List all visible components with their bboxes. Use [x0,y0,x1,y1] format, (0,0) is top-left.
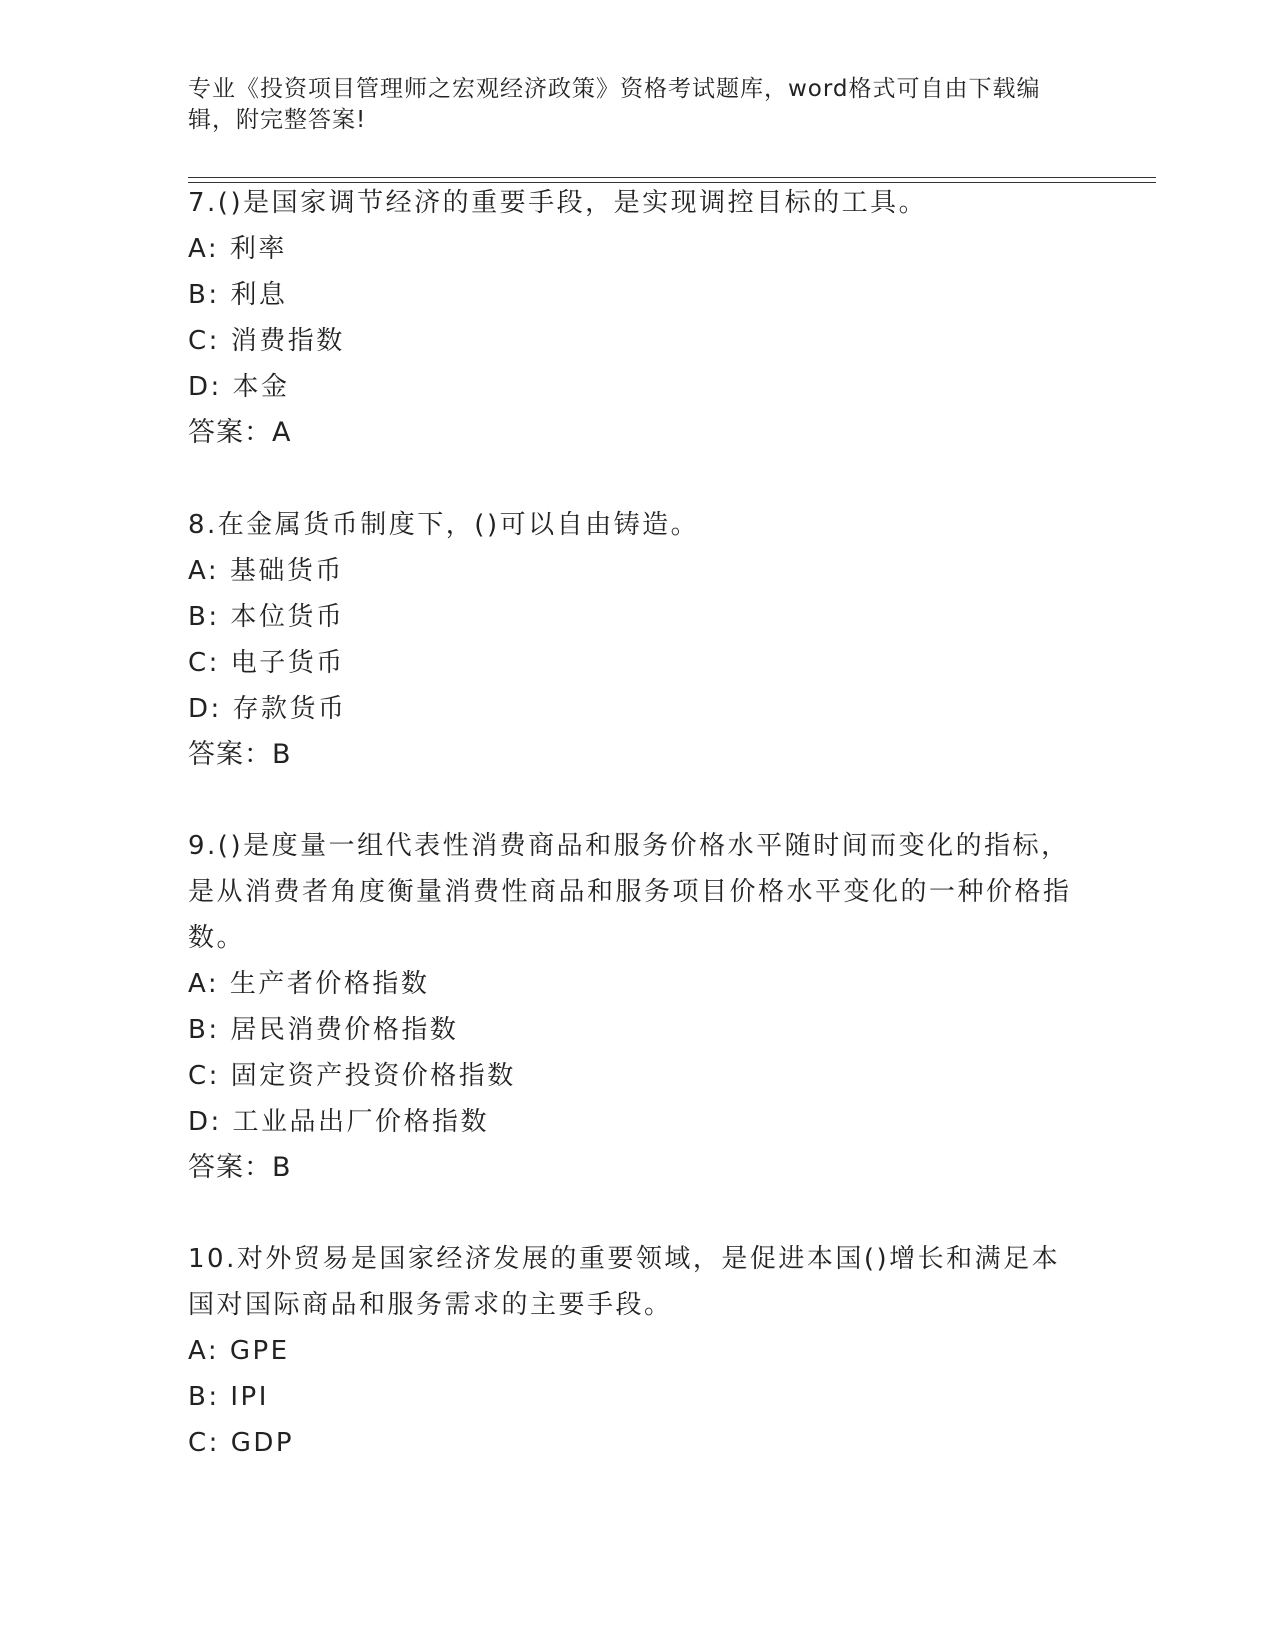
option-b [188,272,1088,318]
option-text: 存款货币 [232,694,347,724]
option-key: A: [188,556,220,586]
option-text: 生产者价格指数 [229,969,430,999]
option-key: A: [188,234,220,264]
option-key: D: [188,1107,222,1137]
option-key: C: [188,326,220,356]
option-d [188,1099,1088,1145]
option-b [188,1374,1088,1420]
option-text: 工业品出厂价格指数 [232,1107,490,1137]
option-d [188,686,1088,732]
option-key: B: [188,602,220,632]
question-8 [188,502,1088,778]
header-divider-top [188,177,1156,178]
option-c [188,640,1088,686]
option-b [188,594,1088,640]
option-text: 电子货币 [230,648,345,678]
option-key: C: [188,648,220,678]
option-key: D: [188,694,222,724]
option-text: 本金 [232,372,290,402]
option-a [188,226,1088,272]
question-stem: 7.()是国家调节经济的重要手段，是实现调控目标的工具。 [188,188,928,218]
option-text: GPE [229,1336,290,1366]
option-text: 固定资产投资价格指数 [230,1061,516,1091]
option-key: B: [188,1015,220,1045]
question-7 [188,180,1088,456]
option-key: A: [188,969,220,999]
option-key: A: [188,1336,220,1366]
option-key: C: [188,1428,220,1458]
option-text: 本位货币 [230,602,345,632]
option-text: 居民消费价格指数 [230,1015,459,1045]
option-key: C: [188,1061,220,1091]
option-text: 消费指数 [230,326,345,356]
answer-line: 答案：A [188,417,292,448]
option-d [188,364,1088,410]
option-text: 基础货币 [229,556,344,586]
option-b [188,1007,1088,1053]
option-a [188,961,1088,1007]
document-intro: 专业《投资项目管理师之宏观经济政策》资格考试题库，word格式可自由下载编辑，附完整答案! [188,76,1041,133]
option-text: 利息 [230,280,288,310]
option-key: B: [188,280,220,310]
option-a [188,548,1088,594]
question-10 [188,1236,1088,1466]
option-text: 利率 [229,234,287,264]
question-stem: 8.在金属货币制度下，()可以自由铸造。 [188,510,700,540]
option-key: B: [188,1382,220,1412]
option-text: GDP [230,1428,295,1458]
option-c [188,318,1088,364]
option-a [188,1328,1088,1374]
answer-line: 答案：B [188,739,292,770]
option-c [188,1420,1088,1466]
question-stem: 9.()是度量一组代表性消费商品和服务价格水平随时间而变化的指标，是从消费者角度衡量消费性商品和服务项目价格水平变化的一种价格指数。 [188,831,1072,953]
answer-line: 答案：B [188,1152,292,1183]
option-text: IPI [230,1382,269,1412]
option-c [188,1053,1088,1099]
question-stem: 10.对外贸易是国家经济发展的重要领域，是促进本国()增长和满足本国对国际商品和服务需求的主要手段。 [188,1244,1061,1320]
question-9 [188,823,1088,1191]
option-key: D: [188,372,222,402]
